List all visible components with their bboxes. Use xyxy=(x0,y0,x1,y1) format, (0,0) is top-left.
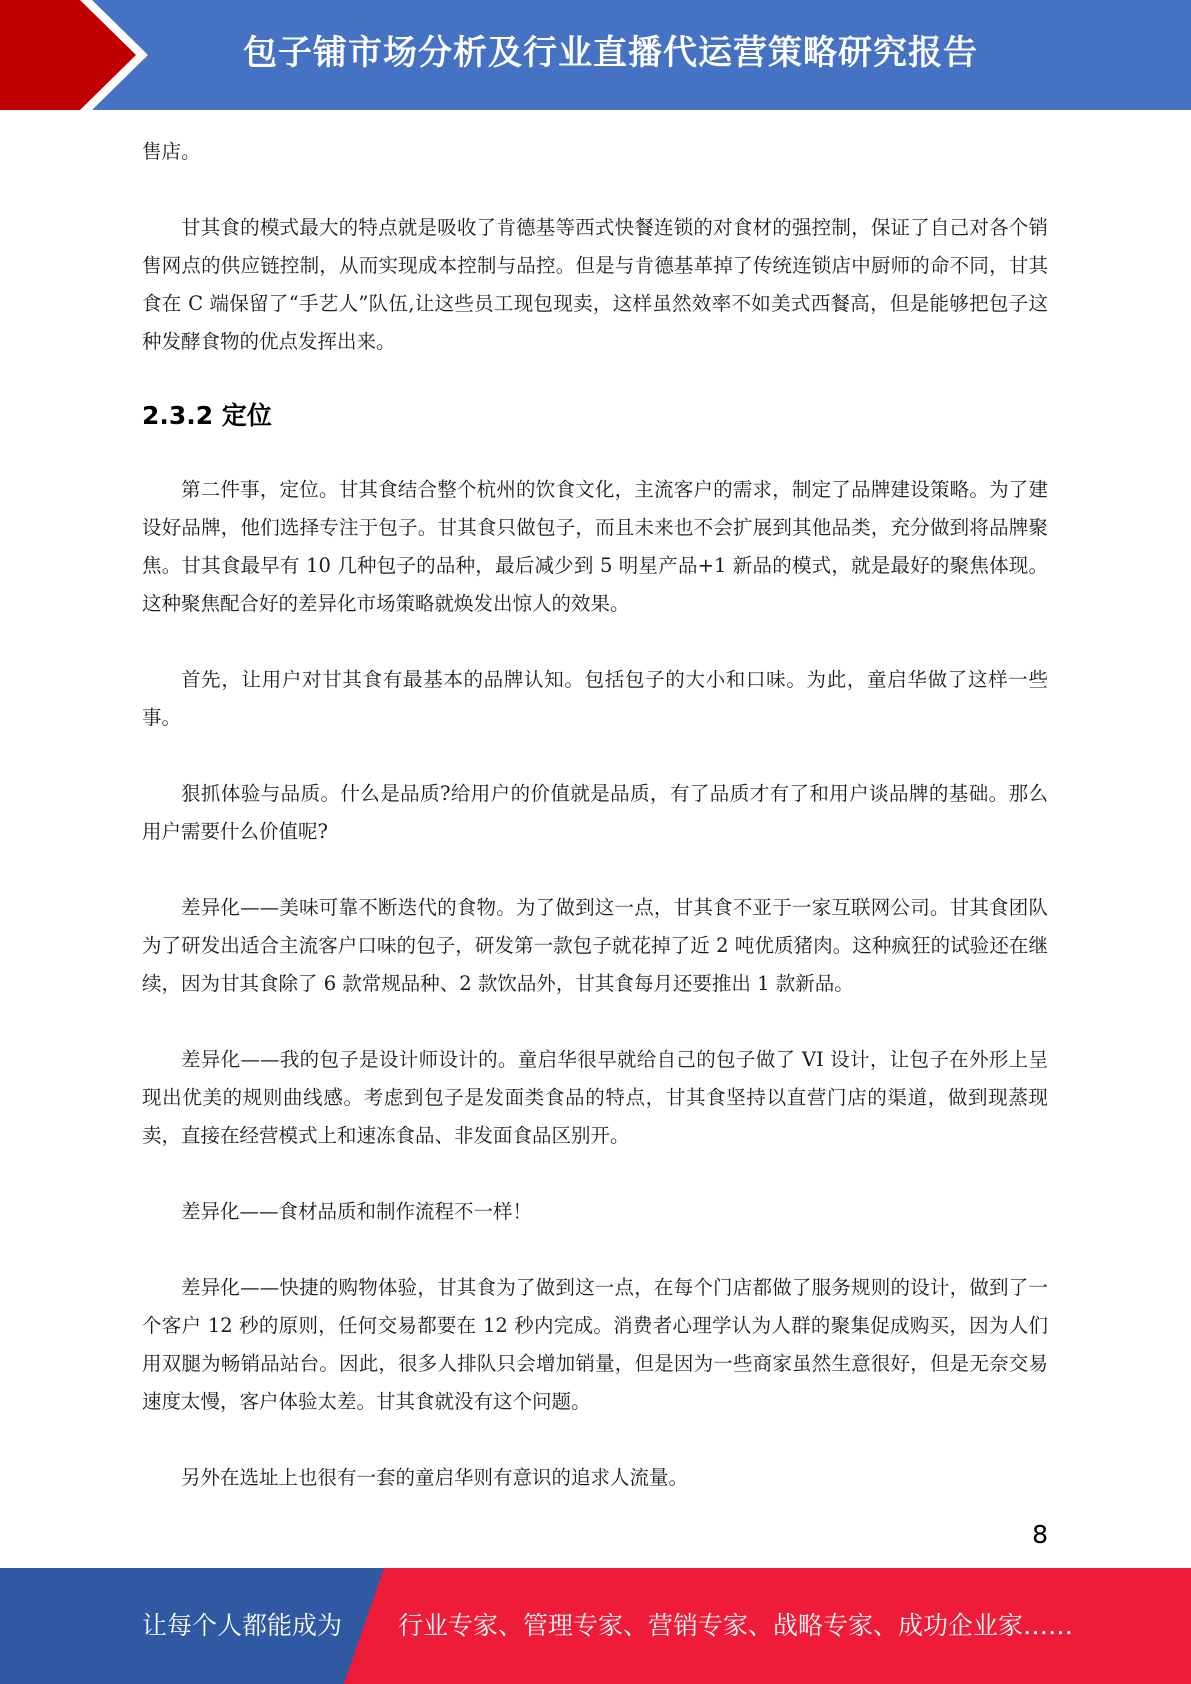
page-content xyxy=(142,133,1048,1497)
page-footer xyxy=(0,1568,1191,1684)
paragraph-positioning: 第二件事，定位。甘其食结合整个杭州的饮食文化，主流客户的需求，制定了品牌建设策略。为了建设好品牌，他们选择专注于包子。甘其食只做包子，而且未来也不会扩展到其他品类，充分做到将品牌聚焦。甘其食最早有 10 几种包子的品种，最后减少到 5 明星产品+1 新品的模式，就是最好的聚焦体现。这种聚焦配合好的差异化市场策略就焕发出惊人的效果。 xyxy=(142,478,1048,615)
paragraph-differentiation-design: 差异化——我的包子是设计师设计的。童启华很早就给自己的包子做了 VI 设计，让包子在外形上呈现出优美的规则曲线感。考虑到包子是发面类食品的特点，甘其食坚持以直营门店的渠道，做到现蒸现卖，直接在经营模式上和速冻食品、非发面食品区别开。 xyxy=(142,1048,1048,1147)
paragraph-differentiation-food: 差异化——美味可靠不断迭代的食物。为了做到这一点，甘其食不亚于一家互联网公司。甘其食团队为了研发出适合主流客户口味的包子，研发第一款包子就花掉了近 2 吨优质猪肉。这种疯狂的试验还在继续，因为甘其食除了 6 款常规品种、2 款饮品外，甘其食每月还要推出 1 款新品。 xyxy=(142,896,1048,995)
paragraph-quality: 狠抓体验与品质。什么是品质?给用户的价值就是品质，有了品质才有了和用户谈品牌的基础。那么用户需要什么价值呢? xyxy=(142,782,1048,843)
document-title: 包子铺市场分析及行业直播代运营策略研究报告 xyxy=(243,33,978,73)
paragraph-model-features: 甘其食的模式最大的特点就是吸收了肯德基等西式快餐连锁的对食材的强控制，保证了自己对各个销售网点的供应链控制，从而实现成本控制与品控。但是与肯德基革掉了传统连锁店中厨师的命不同，甘其食在 C 端保留了“手艺人”队伍,让这些员工现包现卖，这样虽然效率不如美式西餐高，但是能够把包子这种发酵食物的优点发挥出来。 xyxy=(142,216,1048,353)
footer-slogan-left: 让每个人都能成为 xyxy=(142,1611,343,1640)
section-heading-positioning: 2.3.2 定位 xyxy=(142,401,272,430)
paragraph-differentiation-ingredients: 差异化——食材品质和制作流程不一样！ xyxy=(181,1200,533,1223)
page-header xyxy=(0,0,1191,110)
paragraph-brand-awareness: 首先，让用户对甘其食有最基本的品牌认知。包括包子的大小和口味。为此，童启华做了这样一些事。 xyxy=(142,668,1048,729)
paragraph-site-selection: 另外在选址上也很有一套的童启华则有意识的追求人流量。 xyxy=(181,1466,689,1489)
footer-slogan-right: 行业专家、管理专家、营销专家、战略专家、成功企业家…… xyxy=(398,1611,1074,1640)
page-number: 8 xyxy=(1032,1520,1048,1549)
paragraph-differentiation-shopping: 差异化——快捷的购物体验，甘其食为了做到这一点，在每个门店都做了服务规则的设计，做到了一个客户 12 秒的原则，任何交易都要在 12 秒内完成。消费者心理学认为人群的聚集促成购买，因为人们用双腿为畅销品站台。因此，很多人排队只会增加销量，但是因为一些商家虽然生意很好，但是无奈交易速度太慢，客户体验太差。甘其食就没有这个问题。 xyxy=(142,1276,1048,1413)
paragraph-continuation: 售店。 xyxy=(142,140,201,163)
